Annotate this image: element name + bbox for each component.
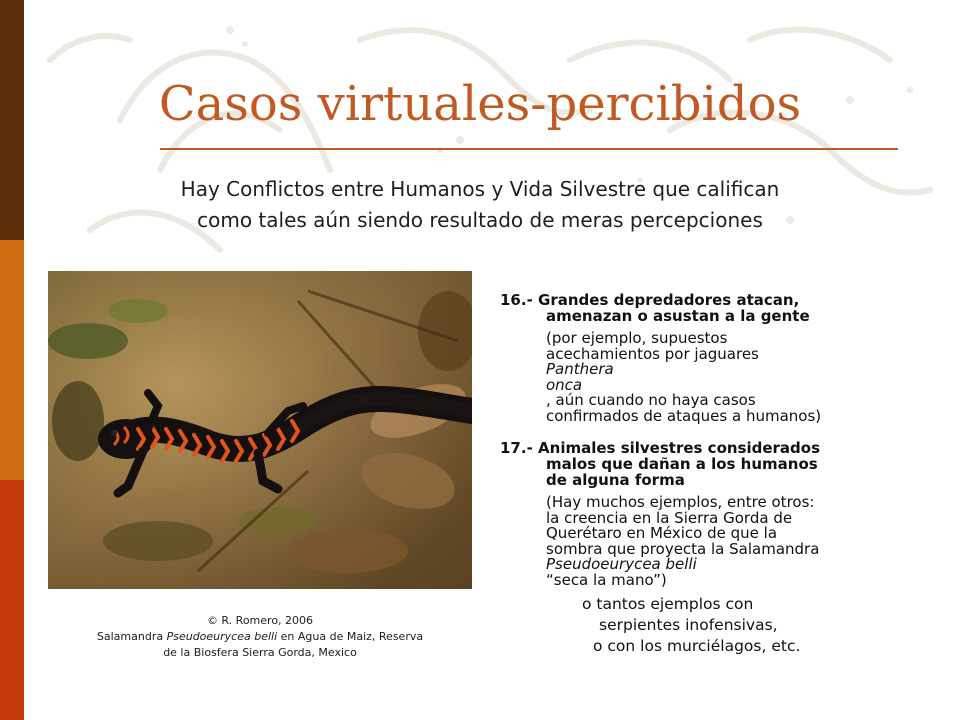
item-16-species-genus: Panthera xyxy=(546,360,614,378)
item-16-heading-line-1: Grandes depredadores atacan, xyxy=(538,291,800,309)
salamander-photo xyxy=(48,271,472,589)
item-17-heading xyxy=(500,440,910,488)
extra-example-line-3: o con los murciélagos, etc. xyxy=(593,637,801,655)
item-16-desc-line-2 xyxy=(546,344,910,378)
caption-line-2-prefix: Salamandra xyxy=(96,630,167,643)
item-17-description xyxy=(500,495,910,588)
caption-line-3: de la Biosfera Sierra Gorda, Mexico xyxy=(163,646,357,659)
list-item xyxy=(500,292,910,424)
item-17-heading-line-2: malos que dañan a los humanos xyxy=(546,455,818,473)
item-17-desc-line-5 xyxy=(546,557,910,588)
caption-species-name: Pseudoeurycea belli xyxy=(166,630,278,643)
caption-line-2 xyxy=(48,629,472,645)
extra-example-line-1: o tantos ejemplos con xyxy=(582,595,754,613)
conflict-case-list xyxy=(500,292,910,657)
sidebar-band-red xyxy=(0,480,24,720)
item-16-desc-line-1: (por ejemplo, supuestos xyxy=(546,329,728,347)
extra-example-line-2: serpientes inofensivas, xyxy=(599,616,778,634)
item-17-heading-line-3: de alguna forma xyxy=(546,471,685,489)
subtitle-line-2: como tales aún siendo resultado de meras percepciones xyxy=(197,208,763,232)
item-17-desc-line-3: Querétaro en México de que la xyxy=(546,524,778,542)
subtitle-line-1: Hay Conflictos entre Humanos y Vida Silvestre que califican xyxy=(180,177,780,201)
item-16-desc-line-3-text: , aún cuando no haya casos xyxy=(546,391,756,409)
photo-credit: © R. Romero, 2006 xyxy=(206,614,314,627)
caption-line-2-suffix: en Agua de Maiz, Reserva xyxy=(277,630,424,643)
slide-title: Casos virtuales-percibidos xyxy=(158,76,802,132)
item-16-heading xyxy=(500,292,910,324)
sidebar-band-orange xyxy=(0,240,24,480)
item-16-description xyxy=(500,331,910,424)
photo-caption xyxy=(48,613,472,661)
item-16-desc-line-4: confirmados de ataques a humanos) xyxy=(546,406,822,425)
item-17-desc-line-2: la creencia en la Sierra Gorda de xyxy=(546,508,793,527)
item-16-heading-line-2: amenazan o asustan a la gente xyxy=(546,307,810,325)
item-17-desc-line-1: (Hay muchos ejemplos, entre otros: xyxy=(546,493,815,511)
item-17-number: 17.- xyxy=(500,439,533,457)
item-16-desc-line-2-text: acechamientos por jaguares xyxy=(546,344,759,363)
title-underline-divider xyxy=(160,148,898,150)
item-16-number: 16.- xyxy=(500,291,533,309)
item-17-species-name: Pseudoeurycea belli xyxy=(546,555,697,573)
item-17-desc-line-4: sombra que proyecta la Salamandra xyxy=(546,539,820,558)
item-16-species-epithet: onca xyxy=(546,375,583,394)
slide-subtitle xyxy=(60,174,900,236)
list-item xyxy=(500,440,910,588)
item-17-desc-line-5-text: “seca la mano”) xyxy=(546,570,667,589)
item-16-desc-line-3 xyxy=(546,375,910,409)
item-17-heading-line-1: Animales silvestres considerados xyxy=(538,439,821,457)
